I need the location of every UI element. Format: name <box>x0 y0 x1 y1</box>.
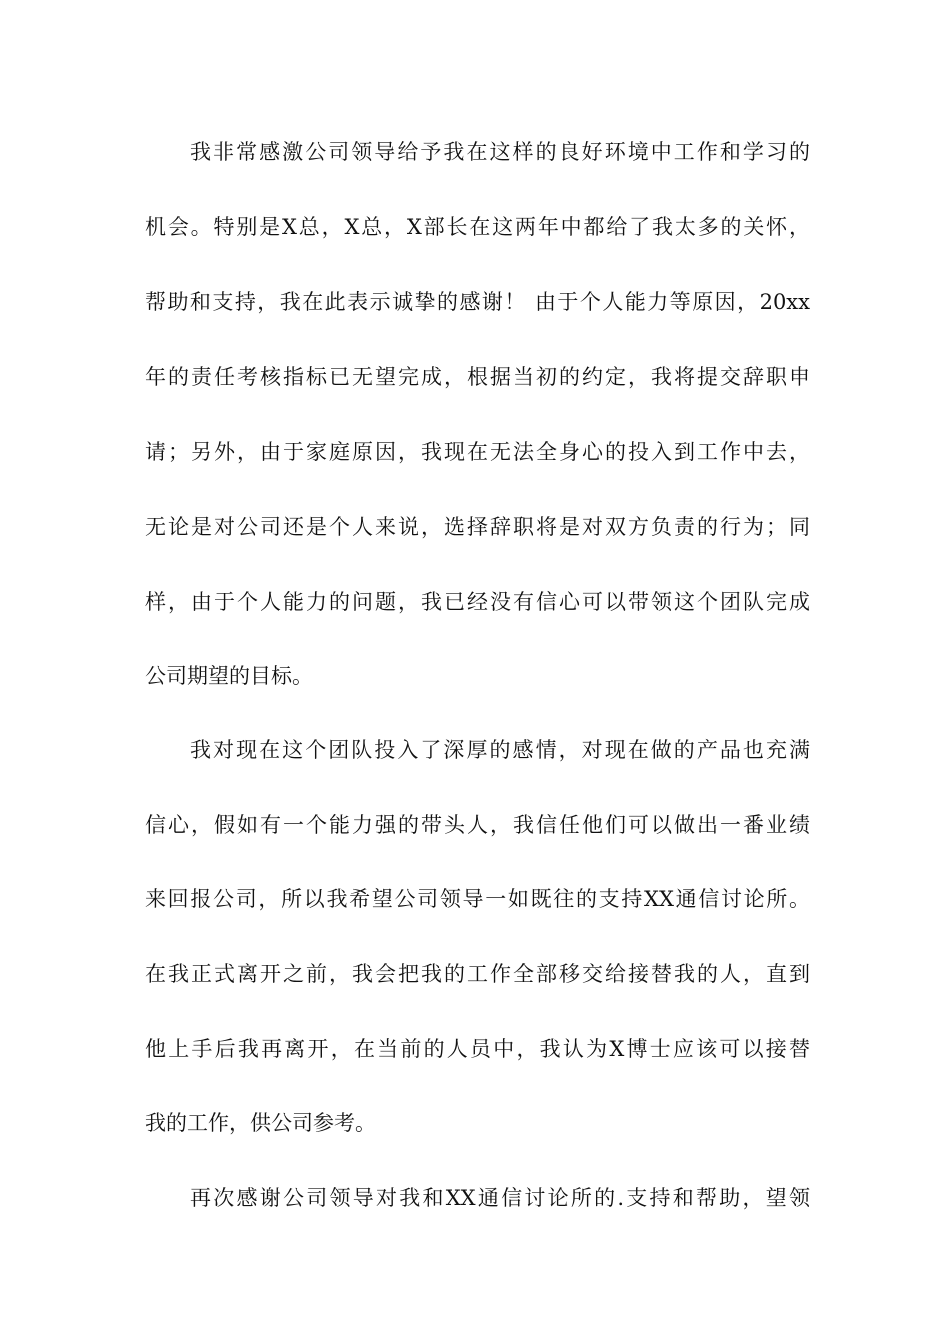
paragraph-1-line-4: 年的责任考核指标已无望完成，根据当初的约定，我将提交辞职申 <box>145 365 810 389</box>
paragraph-1-line-7: 样，由于个人能力的问题，我已经没有信心可以带领这个团队完成 <box>145 590 810 614</box>
paragraph-2-line-4: 在我正式离开之前，我会把我的工作全部移交给接替我的人，直到 <box>145 962 810 986</box>
paragraph-1-line-2: 机会。特别是X总，X总，X部长在这两年中都给了我太多的关怀， <box>145 215 810 239</box>
paragraph-2-line-6: 我的工作，供公司参考。 <box>145 1111 376 1135</box>
paragraph-2-line-3: 来回报公司，所以我希望公司领导一如既往的支持XX通信讨论所。 <box>145 887 810 911</box>
paragraph-2-line-5: 他上手后我再离开，在当前的人员中，我认为X博士应该可以接替 <box>145 1037 810 1061</box>
paragraph-1-line-1: 我非常感激公司领导给予我在这样的良好环境中工作和学习的 <box>190 140 810 164</box>
paragraph-1-line-5: 请；另外，由于家庭原因，我现在无法全身心的投入到工作中去， <box>145 440 810 464</box>
paragraph-1-line-6: 无论是对公司还是个人来说，选择辞职将是对双方负责的行为；同 <box>145 515 810 539</box>
paragraph-2-line-1: 我对现在这个团队投入了深厚的感情，对现在做的产品也充满 <box>190 738 810 762</box>
paragraph-1-line-8: 公司期望的目标。 <box>145 664 313 688</box>
paragraph-2-line-2: 信心，假如有一个能力强的带头人，我信任他们可以做出一番业绩 <box>145 813 810 837</box>
paragraph-1-line-3: 帮助和支持，我在此表示诚挚的感谢！ 由于个人能力等原因，20xx <box>145 290 810 314</box>
paragraph-3-line-1: 再次感谢公司领导对我和XX通信讨论所的.支持和帮助，望领 <box>190 1186 810 1210</box>
